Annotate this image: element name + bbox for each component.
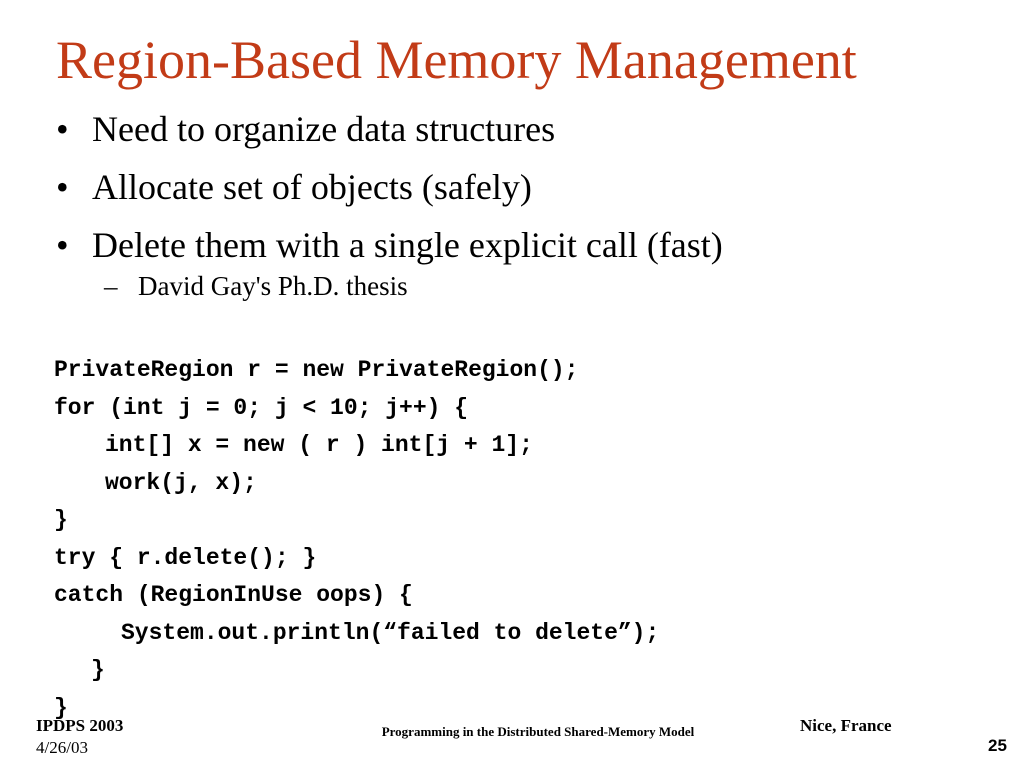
bullet-list <box>56 100 723 306</box>
slide-title: Region-Based Memory Management <box>56 30 857 90</box>
bullet-item <box>56 158 723 216</box>
code-line: } <box>91 657 105 683</box>
bullet-text: Allocate set of objects (safely) <box>92 167 532 207</box>
sub-bullet-item <box>56 266 723 306</box>
page-number: 25 <box>988 736 1007 755</box>
code-line: System.out.println(“failed to delete”); <box>121 619 660 646</box>
code-block <box>54 352 659 727</box>
code-line: work(j, x); <box>105 469 257 496</box>
bullet-text: Delete them with a single explicit call (fast) <box>92 225 723 265</box>
bullet-text: Need to organize data structures <box>92 109 556 149</box>
dash-icon: – <box>104 271 118 301</box>
bullet-icon: • <box>56 225 69 265</box>
code-line: } <box>54 694 68 721</box>
code-line: PrivateRegion r = new PrivateRegion(); <box>54 357 579 383</box>
code-line: int[] x = new ( r ) int[j + 1]; <box>105 432 533 458</box>
footer-conference: IPDPS 2003 <box>36 716 124 735</box>
bullet-icon: • <box>56 109 69 149</box>
footer-location: Nice, France <box>800 716 892 735</box>
code-line: catch (RegionInUse oops) { <box>54 582 413 608</box>
sub-bullet-text: David Gay's Ph.D. thesis <box>138 271 408 301</box>
bullet-icon: • <box>56 167 69 207</box>
code-line: for (int j = 0; j < 10; j++) { <box>54 394 469 421</box>
code-line: try { r.delete(); } <box>54 544 317 571</box>
bullet-item <box>56 100 723 158</box>
code-line: } <box>54 507 68 533</box>
footer-center-text: Programming in the Distributed Shared-Memory Model <box>381 724 695 739</box>
footer-date: 4/26/03 <box>36 738 88 757</box>
